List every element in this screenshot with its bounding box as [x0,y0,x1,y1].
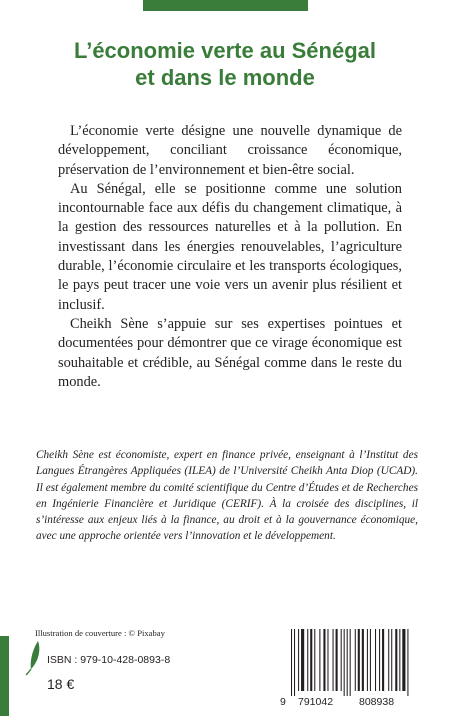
summary-paragraph-3: Cheikh Sène s’appuie sur ses expertises pointues et documentées pour démontrer que ce virage économique est souhaitable et crédible, au Sénégal comme dans le reste du monde. [58,315,402,390]
book-summary [58,122,402,392]
top-color-bar [143,0,308,11]
barcode-digits-right: 808938 [359,696,395,708]
barcode-digit-lead: 9 [280,696,286,708]
book-title-line-1: L’économie verte au Sénégal [73,38,376,63]
price: 18 € [47,676,75,692]
leaf-logo-icon [25,640,43,676]
barcode [279,627,418,711]
isbn: ISBN : 979-10-428-0893-8 [47,654,171,666]
book-title-line-2: et dans le monde [135,65,315,90]
book-title [0,37,450,91]
barcode-digits-left: 791042 [298,696,334,708]
summary-paragraph-1: L’économie verte désigne une nouvelle dynamique de développement, conciliant croissance économique, préservation de l’environnement et bien-être social. [58,123,402,178]
summary-paragraph-2: Au Sénégal, elle se positionne comme une solution incontournable face aux défis du changement climatique, à la gestion des ressources naturelles et à la pollution. En investissant dans les énergies renouvelables, l’agriculture durable, l’économie circulaire et les transports écologiques, le pays peut tracer une voie vers un avenir plus résilient et inclusif. [58,180,402,313]
green-side-stripe [0,636,9,716]
barcode-bars [289,629,413,696]
author-bio: Cheikh Sène est économiste, expert en finance privée, enseignant à l’Institut des Langues Étrangères Appliquées (ILEA) de l’Université Cheikh Anta Diop (UCAD). Il est également membre du comité scientifique du Centre d’Études et de Recherches en Ingénierie Financière et Juridique (CERIF). À la croisée des disciplines, il s’intéresse aux enjeux liés à la finance, au droit et à la gouvernance économique, avec une approche orientée vers l’innovation et le développement. [36,449,418,543]
cover-credit: Illustration de couverture : © Pixabay [35,628,165,638]
